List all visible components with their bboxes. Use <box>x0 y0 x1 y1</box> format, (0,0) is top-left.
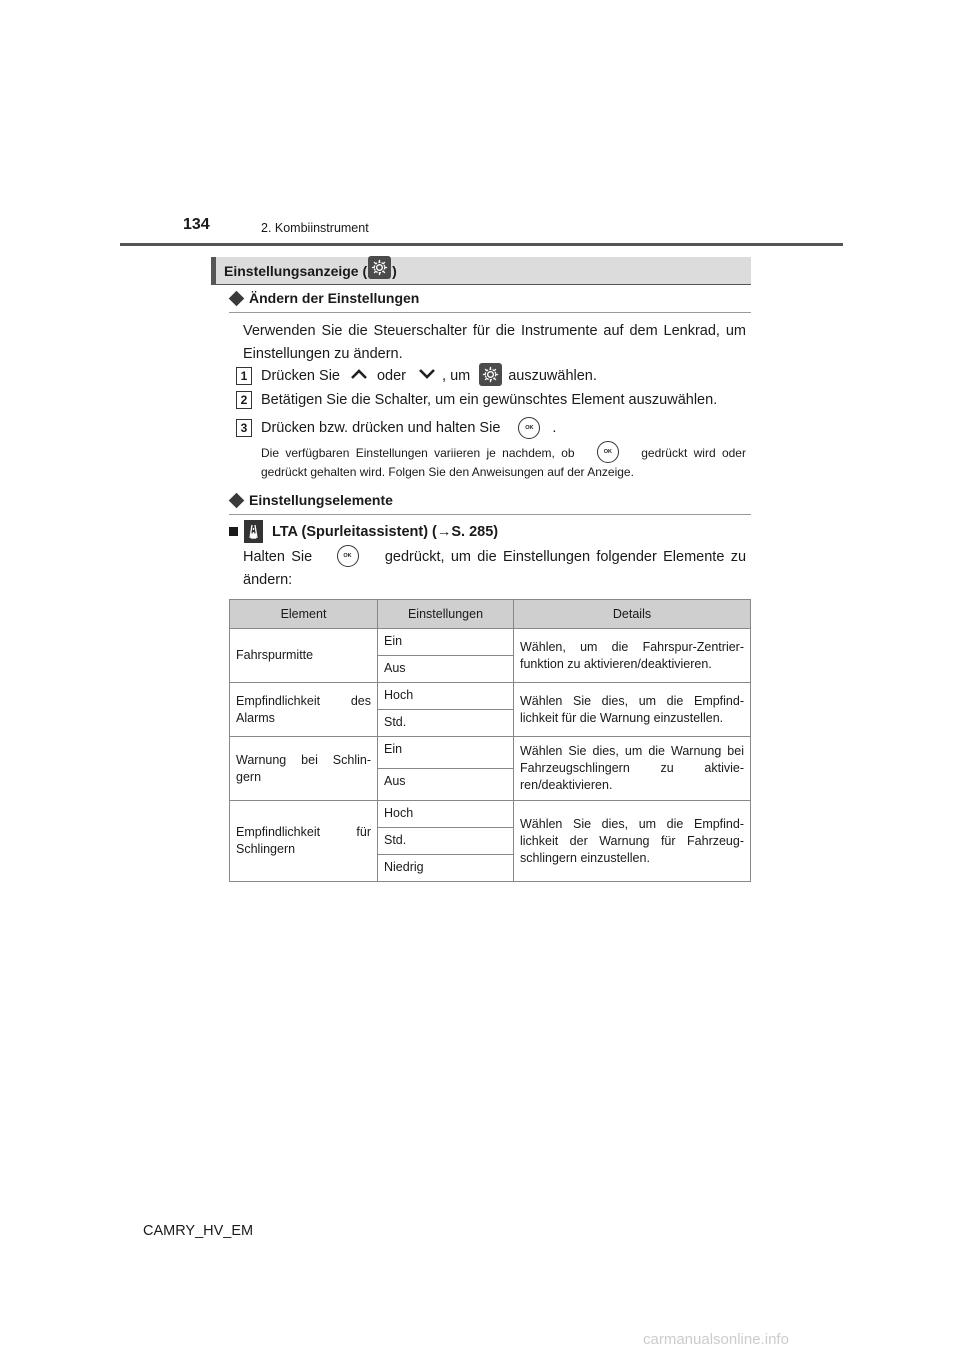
section-heading-change-settings <box>229 290 751 313</box>
setting-value-cell: Std. <box>378 828 514 855</box>
hold-instruction <box>243 546 746 592</box>
step-text: Betätigen Sie die Schalter, um ein gewünschtes Element auszuwählen. <box>261 392 718 408</box>
element-cell: Empfindlichkeit des Alarms <box>230 683 378 737</box>
ok-button-icon: OK <box>597 441 619 463</box>
details-cell: Wählen Sie dies, um die Empfind-lichkeit für die Warnung einzustellen. <box>514 683 751 737</box>
table-row <box>230 629 751 656</box>
details-cell: Wählen Sie dies, um die Warnung bei Fahrzeugschlingern zu aktivie-ren/deaktivieren. <box>514 737 751 801</box>
setting-value-cell: Hoch <box>378 683 514 710</box>
column-header-element: Element <box>230 600 378 629</box>
table-row <box>230 737 751 769</box>
footer-model-code: CAMRY_HV_EM <box>143 1223 254 1239</box>
note-text-part: Die verfügbaren Einstellungen variieren je nachdem, ob <box>261 446 575 460</box>
watermark: carmanualsonline.info <box>643 1331 789 1348</box>
step-text: . <box>552 420 557 436</box>
lta-icon <box>244 520 263 543</box>
header-divider <box>120 243 843 246</box>
diamond-bullet-icon <box>229 291 245 307</box>
note-text-part: gedrückt wird oder gedrückt gehalten wird. Folgen Sie den Anweisungen auf der Anzeige. <box>261 446 746 480</box>
details-cell: Wählen Sie dies, um die Empfind-lichkeit der Warnung für Fahrzeug-schlingern einzustellen. <box>514 801 751 882</box>
setting-value-cell: Niedrig <box>378 855 514 882</box>
table-header-row <box>230 600 751 629</box>
ok-button-icon: OK <box>337 545 359 567</box>
lta-title: LTA (Spurleitassistent) (→S. 285) <box>272 523 499 540</box>
step-text: auszuwählen. <box>508 367 597 384</box>
page-number: 134 <box>183 216 210 233</box>
setting-value-cell: Ein <box>378 629 514 656</box>
details-cell: Wählen, um die Fahrspur-Zentrier-funktion zu aktivieren/deaktivieren. <box>514 629 751 683</box>
step-text: Drücken bzw. drücken und halten Sie <box>261 420 501 436</box>
column-header-details: Details <box>514 600 751 629</box>
hold-text: Halten Sie <box>243 549 313 565</box>
element-cell: Empfindlichkeit für Schlingern <box>230 801 378 882</box>
step-text: oder <box>376 367 407 384</box>
chapter-title: 2. Kombiinstrument <box>261 221 369 235</box>
bar-accent <box>211 257 216 284</box>
step-2 <box>236 391 717 409</box>
lta-subheading <box>229 520 498 543</box>
note-text <box>261 444 746 482</box>
setting-value-cell: Hoch <box>378 801 514 828</box>
chevron-down-icon <box>418 368 436 384</box>
step-number: 3 <box>236 419 252 437</box>
settings-bar-text: Einstellungsanzeige ( <box>224 262 368 279</box>
setting-value-cell: Aus <box>378 769 514 801</box>
element-cell: Fahrspurmitte <box>230 629 378 683</box>
step-1 <box>236 365 597 386</box>
intro-paragraph: Verwenden Sie die Steuerschalter für die Instrumente auf dem Lenkrad, um Einstellungen zu ändern. <box>243 323 746 362</box>
settings-gear-icon <box>479 363 502 386</box>
step-text: Drücken Sie <box>261 367 340 384</box>
hold-text: gedrückt, um die Einstellungen folgender Elemente zu ändern: <box>243 549 747 588</box>
square-bullet-icon <box>229 527 238 536</box>
settings-gear-icon <box>368 256 391 279</box>
setting-value-cell: Ein <box>378 737 514 769</box>
section-title: Einstellungselemente <box>249 492 393 508</box>
chevron-up-icon <box>350 368 368 384</box>
table-row <box>230 801 751 828</box>
setting-value-cell: Aus <box>378 656 514 683</box>
element-cell: Warnung bei Schlin-gern <box>230 737 378 801</box>
settings-bar-label <box>224 262 397 279</box>
section-heading-setting-elements <box>229 492 751 515</box>
setting-value-cell: Std. <box>378 710 514 737</box>
settings-table <box>229 599 751 882</box>
settings-display-bar <box>211 257 751 285</box>
diamond-bullet-icon <box>229 493 245 509</box>
table-row <box>230 683 751 710</box>
settings-bar-text-close: ) <box>392 262 397 279</box>
step-number: 1 <box>236 367 252 385</box>
ok-button-icon: OK <box>518 417 540 439</box>
step-number: 2 <box>236 391 252 409</box>
step-3 <box>236 417 556 439</box>
column-header-settings: Einstellungen <box>378 600 514 629</box>
step-text: , um <box>442 367 471 384</box>
section-title: Ändern der Einstellungen <box>249 290 420 306</box>
